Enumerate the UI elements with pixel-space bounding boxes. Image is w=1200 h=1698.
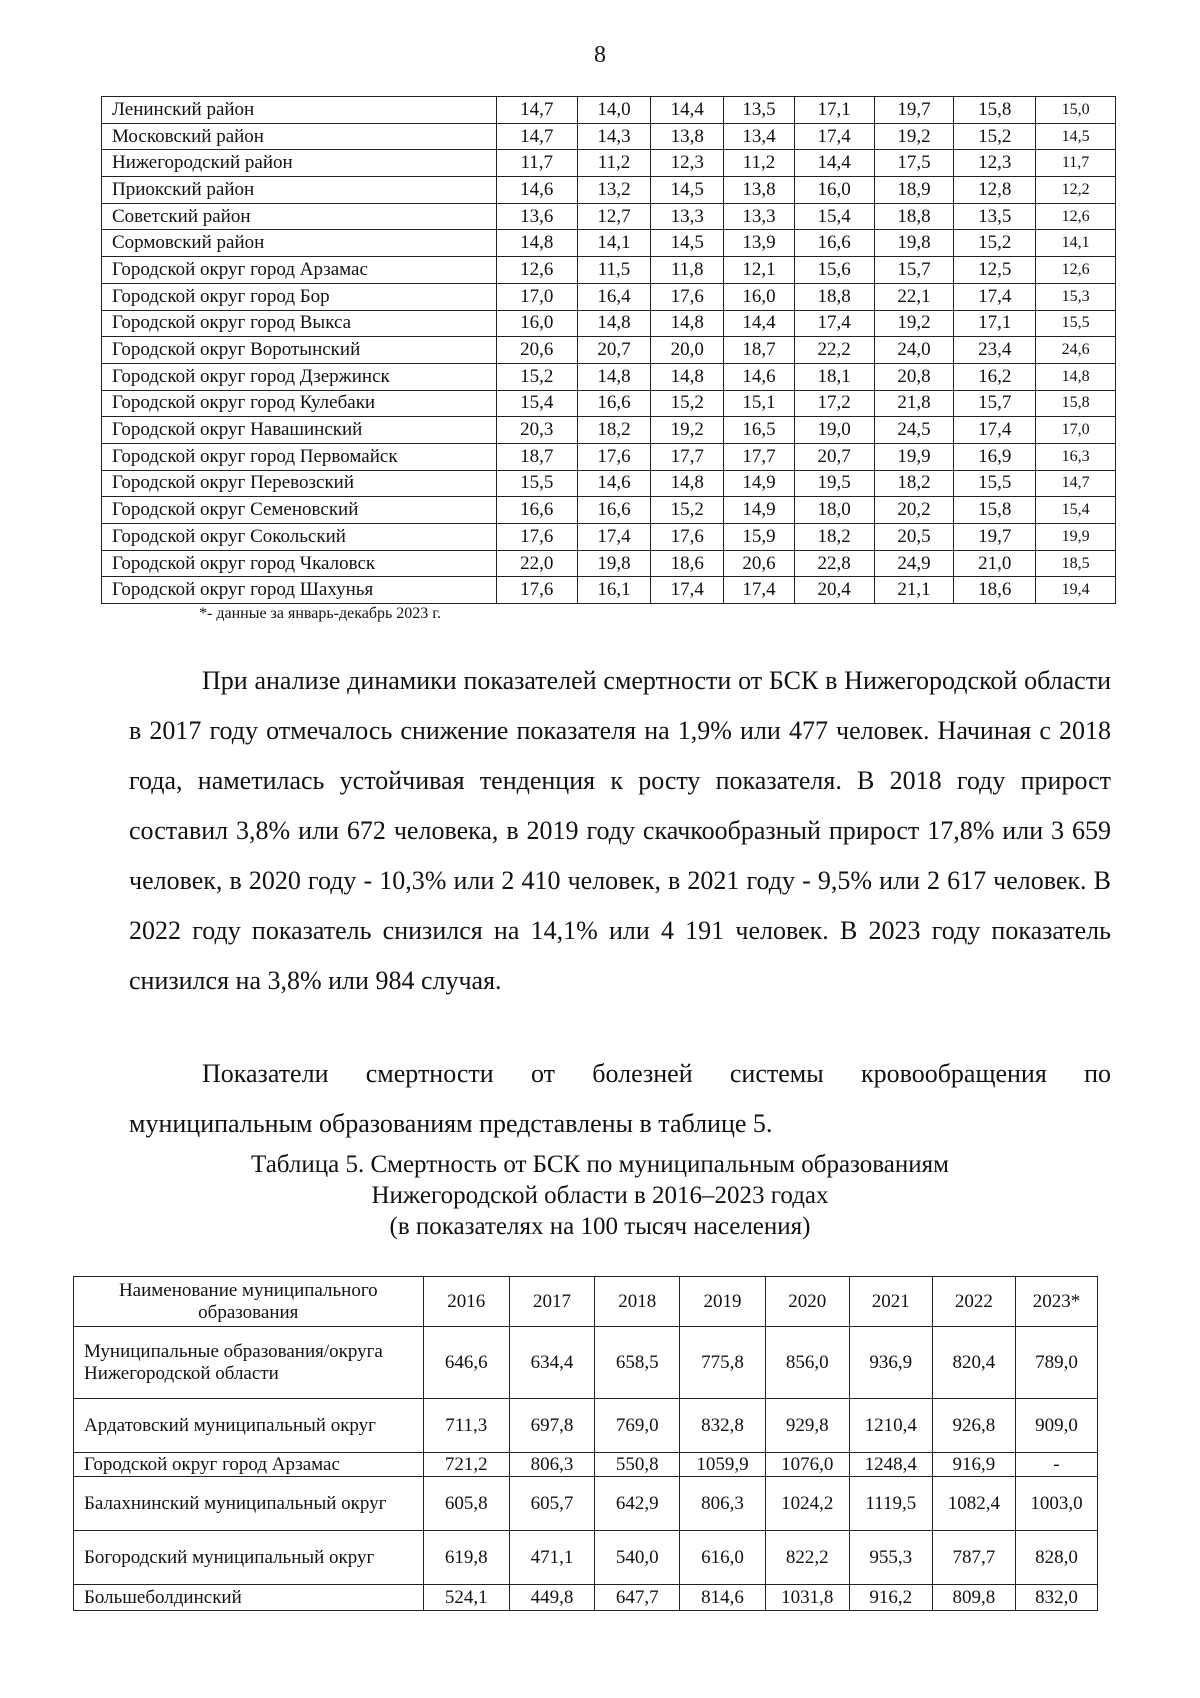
mortality-cell: 616,0 — [680, 1531, 765, 1585]
mortality-cell: 769,0 — [595, 1399, 680, 1453]
table-row — [102, 177, 1116, 204]
district-name: Городской округ город Чкаловск — [102, 550, 497, 577]
rate-cell: 14,4 — [724, 310, 795, 337]
rate-cell: 17,4 — [954, 417, 1036, 444]
rate-cell: 16,0 — [496, 310, 577, 337]
mortality-cell: 524,1 — [423, 1585, 509, 1611]
district-name: Городской округ город Кулебаки — [102, 390, 497, 417]
rate-cell: 15,2 — [496, 363, 577, 390]
rate-cell: 20,0 — [651, 337, 724, 364]
mortality-cell: 449,8 — [509, 1585, 594, 1611]
rate-cell: 24,5 — [874, 417, 954, 444]
rate-cell: 12,3 — [954, 150, 1036, 177]
rate-cell: 20,4 — [794, 577, 874, 604]
mortality-cell: 926,8 — [932, 1399, 1015, 1453]
rate-cell: 16,6 — [794, 230, 874, 257]
rate-cell: 24,9 — [874, 550, 954, 577]
rate-cell: 20,2 — [874, 497, 954, 524]
table-row — [102, 150, 1116, 177]
municipality-name: Богородский муниципальный округ — [74, 1531, 424, 1585]
rate-cell: 16,9 — [954, 443, 1036, 470]
table-row — [102, 470, 1116, 497]
rate-cell: 13,6 — [496, 203, 577, 230]
district-name: Нижегородский район — [102, 150, 497, 177]
mortality-cell: 1076,0 — [765, 1453, 849, 1477]
rate-cell: 20,8 — [874, 363, 954, 390]
table-row — [102, 577, 1116, 604]
rate-cell: 14,7 — [1036, 470, 1116, 497]
district-name: Советский район — [102, 203, 497, 230]
mortality-cell: 605,7 — [509, 1477, 594, 1531]
rate-cell: 14,1 — [1036, 230, 1116, 257]
rate-cell: 18,6 — [954, 577, 1036, 604]
rate-cell: 19,9 — [874, 443, 954, 470]
analysis-paragraph — [129, 656, 1111, 1006]
year-header: 2021 — [849, 1277, 932, 1327]
mortality-cell: 634,4 — [509, 1327, 594, 1399]
rate-cell: 16,0 — [794, 177, 874, 204]
rate-cell: 14,6 — [496, 177, 577, 204]
rate-cell: 19,5 — [794, 470, 874, 497]
rate-cell: 14,4 — [794, 150, 874, 177]
rate-cell: 19,2 — [874, 310, 954, 337]
rate-cell: 11,2 — [577, 150, 651, 177]
rate-cell: 15,5 — [1036, 310, 1116, 337]
rate-cell: 17,4 — [724, 577, 795, 604]
mortality-cell: 775,8 — [680, 1327, 765, 1399]
mortality-cell: 787,7 — [932, 1531, 1015, 1585]
rate-cell: 14,9 — [724, 497, 795, 524]
rate-cell: 24,6 — [1036, 337, 1116, 364]
municipality-name: Городской округ город Арзамас — [74, 1453, 424, 1477]
rate-cell: 13,8 — [724, 177, 795, 204]
table-footnote: *- данные за январь-декабрь 2023 г. — [199, 605, 442, 622]
table-row — [102, 363, 1116, 390]
table-row — [102, 417, 1116, 444]
table5-caption-line2: Нижегородской области в 2016–2023 годах — [371, 1182, 829, 1209]
rate-cell: 13,3 — [651, 203, 724, 230]
rate-cell: 13,2 — [577, 177, 651, 204]
district-rates-table — [101, 96, 1116, 604]
rate-cell: 14,4 — [651, 97, 724, 124]
year-header: 2022 — [932, 1277, 1015, 1327]
rate-cell: 16,3 — [1036, 443, 1116, 470]
rate-cell: 15,2 — [954, 123, 1036, 150]
rate-cell: 17,7 — [651, 443, 724, 470]
rate-cell: 17,1 — [794, 97, 874, 124]
table-row — [102, 97, 1116, 124]
rate-cell: 17,7 — [724, 443, 795, 470]
rate-cell: 19,9 — [1036, 524, 1116, 551]
rate-cell: 18,6 — [651, 550, 724, 577]
rate-cell: 20,6 — [724, 550, 795, 577]
year-header: 2017 — [509, 1277, 594, 1327]
rate-cell: 18,2 — [577, 417, 651, 444]
table-row — [74, 1327, 1098, 1399]
rate-cell: 17,6 — [651, 524, 724, 551]
table-row — [74, 1477, 1098, 1531]
district-name: Городской округ Перевозский — [102, 470, 497, 497]
rate-cell: 13,3 — [724, 203, 795, 230]
rate-cell: 17,5 — [874, 150, 954, 177]
rate-cell: 14,7 — [496, 123, 577, 150]
mortality-cell: 806,3 — [509, 1453, 594, 1477]
table-row — [74, 1531, 1098, 1585]
mortality-cell: 550,8 — [595, 1453, 680, 1477]
mortality-cell: 1119,5 — [849, 1477, 932, 1531]
mortality-cell: - — [1015, 1453, 1097, 1477]
rate-cell: 19,4 — [1036, 577, 1116, 604]
municipality-name: Балахнинский муниципальный округ — [74, 1477, 424, 1531]
year-header: 2023* — [1015, 1277, 1097, 1327]
rate-cell: 12,6 — [1036, 203, 1116, 230]
table5-mortality — [73, 1276, 1098, 1611]
district-name: Приокский район — [102, 177, 497, 204]
district-name: Сормовский район — [102, 230, 497, 257]
rate-cell: 14,3 — [577, 123, 651, 150]
rate-cell: 19,7 — [954, 524, 1036, 551]
rate-cell: 18,8 — [794, 283, 874, 310]
rate-cell: 11,7 — [1036, 150, 1116, 177]
rate-cell: 11,8 — [651, 257, 724, 284]
rate-cell: 17,6 — [651, 283, 724, 310]
rate-cell: 14,5 — [651, 230, 724, 257]
mortality-cell: 540,0 — [595, 1531, 680, 1585]
rate-cell: 22,2 — [794, 337, 874, 364]
rate-cell: 16,6 — [577, 390, 651, 417]
municipality-name: Муниципальные образования/округа Нижегородской области — [74, 1327, 424, 1399]
mortality-cell: 1082,4 — [932, 1477, 1015, 1531]
rate-cell: 12,2 — [1036, 177, 1116, 204]
table5-caption-line1: Таблица 5. Смертность от БСК по муниципальным образованиям — [251, 1151, 949, 1178]
rate-cell: 13,9 — [724, 230, 795, 257]
year-header: 2020 — [765, 1277, 849, 1327]
rate-cell: 19,2 — [874, 123, 954, 150]
rate-cell: 15,7 — [874, 257, 954, 284]
rate-cell: 20,7 — [794, 443, 874, 470]
mortality-cell: 916,9 — [932, 1453, 1015, 1477]
mortality-cell: 1059,9 — [680, 1453, 765, 1477]
district-name: Московский район — [102, 123, 497, 150]
district-name: Городской округ Семеновский — [102, 497, 497, 524]
year-header: 2018 — [595, 1277, 680, 1327]
rate-cell: 15,8 — [1036, 390, 1116, 417]
rate-cell: 17,4 — [954, 283, 1036, 310]
rate-cell: 15,5 — [496, 470, 577, 497]
mortality-cell: 856,0 — [765, 1327, 849, 1399]
mortality-cell: 929,8 — [765, 1399, 849, 1453]
rate-cell: 18,5 — [1036, 550, 1116, 577]
rate-cell: 17,6 — [577, 443, 651, 470]
rate-cell: 18,8 — [874, 203, 954, 230]
rate-cell: 17,0 — [496, 283, 577, 310]
rate-cell: 21,0 — [954, 550, 1036, 577]
rate-cell: 11,7 — [496, 150, 577, 177]
rate-cell: 16,4 — [577, 283, 651, 310]
rate-cell: 14,5 — [651, 177, 724, 204]
district-name: Городской округ Навашинский — [102, 417, 497, 444]
rate-cell: 24,0 — [874, 337, 954, 364]
rate-cell: 12,3 — [651, 150, 724, 177]
mortality-cell: 809,8 — [932, 1585, 1015, 1611]
district-name: Городской округ город Бор — [102, 283, 497, 310]
rate-cell: 17,6 — [496, 577, 577, 604]
table-row — [102, 283, 1116, 310]
rate-cell: 22,1 — [874, 283, 954, 310]
mortality-cell: 822,2 — [765, 1531, 849, 1585]
mortality-cell: 1210,4 — [849, 1399, 932, 1453]
rate-cell: 22,8 — [794, 550, 874, 577]
rate-cell: 15,3 — [1036, 283, 1116, 310]
rate-cell: 21,8 — [874, 390, 954, 417]
municipality-name: Большеболдинский — [74, 1585, 424, 1611]
rate-cell: 21,1 — [874, 577, 954, 604]
rate-cell: 14,5 — [1036, 123, 1116, 150]
rate-cell: 23,4 — [954, 337, 1036, 364]
rate-cell: 18,7 — [724, 337, 795, 364]
table-row — [102, 230, 1116, 257]
mortality-cell: 711,3 — [423, 1399, 509, 1453]
rate-cell: 15,4 — [794, 203, 874, 230]
rate-cell: 19,8 — [874, 230, 954, 257]
mortality-cell: 646,6 — [423, 1327, 509, 1399]
rate-cell: 14,8 — [577, 310, 651, 337]
rate-cell: 14,8 — [496, 230, 577, 257]
year-header: 2019 — [680, 1277, 765, 1327]
mortality-cell: 909,0 — [1015, 1399, 1097, 1453]
rate-cell: 15,7 — [954, 390, 1036, 417]
rate-cell: 16,6 — [577, 497, 651, 524]
mortality-cell: 697,8 — [509, 1399, 594, 1453]
table-row — [102, 524, 1116, 551]
rate-cell: 20,5 — [874, 524, 954, 551]
table5-header-name: Наименование муниципального образования — [74, 1277, 424, 1327]
rate-cell: 15,6 — [794, 257, 874, 284]
district-name: Городской округ город Выкса — [102, 310, 497, 337]
mortality-cell: 721,2 — [423, 1453, 509, 1477]
rate-cell: 17,2 — [794, 390, 874, 417]
rate-cell: 19,7 — [874, 97, 954, 124]
rate-cell: 13,8 — [651, 123, 724, 150]
rate-cell: 15,2 — [954, 230, 1036, 257]
table5-caption-line3: (в показателях на 100 тысяч населения) — [389, 1213, 811, 1240]
table-row — [102, 443, 1116, 470]
page-number: 8 — [594, 42, 606, 68]
rate-cell: 14,6 — [724, 363, 795, 390]
rate-cell: 15,9 — [724, 524, 795, 551]
district-name: Городской округ Воротынский — [102, 337, 497, 364]
rate-cell: 19,2 — [651, 417, 724, 444]
rate-cell: 14,6 — [577, 470, 651, 497]
rate-cell: 18,1 — [794, 363, 874, 390]
rate-cell: 14,7 — [496, 97, 577, 124]
table-row — [74, 1399, 1098, 1453]
rate-cell: 13,5 — [954, 203, 1036, 230]
mortality-cell: 619,8 — [423, 1531, 509, 1585]
rate-cell: 14,1 — [577, 230, 651, 257]
rate-cell: 12,7 — [577, 203, 651, 230]
rate-cell: 11,5 — [577, 257, 651, 284]
mortality-cell: 832,8 — [680, 1399, 765, 1453]
table-row — [102, 497, 1116, 524]
rate-cell: 15,5 — [954, 470, 1036, 497]
rate-cell: 19,8 — [577, 550, 651, 577]
rate-cell: 14,8 — [651, 363, 724, 390]
mortality-cell: 832,0 — [1015, 1585, 1097, 1611]
rate-cell: 13,4 — [724, 123, 795, 150]
rate-cell: 13,5 — [724, 97, 795, 124]
rate-cell: 18,2 — [874, 470, 954, 497]
mortality-cell: 1024,2 — [765, 1477, 849, 1531]
table-row — [102, 337, 1116, 364]
mortality-cell: 820,4 — [932, 1327, 1015, 1399]
table-intro-paragraph — [129, 1049, 1111, 1149]
rate-cell: 17,0 — [1036, 417, 1116, 444]
mortality-cell: 814,6 — [680, 1585, 765, 1611]
rate-cell: 14,0 — [577, 97, 651, 124]
rate-cell: 18,9 — [874, 177, 954, 204]
rate-cell: 16,5 — [724, 417, 795, 444]
rate-cell: 18,2 — [794, 524, 874, 551]
rate-cell: 14,8 — [651, 310, 724, 337]
rate-cell: 20,6 — [496, 337, 577, 364]
table-row — [74, 1585, 1098, 1611]
rate-cell: 16,6 — [496, 497, 577, 524]
table-row — [74, 1453, 1098, 1477]
district-name: Городской округ город Арзамас — [102, 257, 497, 284]
rate-cell: 15,2 — [651, 390, 724, 417]
rate-cell: 15,8 — [954, 97, 1036, 124]
rate-cell: 14,9 — [724, 470, 795, 497]
rate-cell: 15,2 — [651, 497, 724, 524]
table-row — [102, 203, 1116, 230]
district-name: Городской округ город Шахунья — [102, 577, 497, 604]
rate-cell: 14,8 — [1036, 363, 1116, 390]
analysis-paragraph-text: При анализе динамики показателей смертности от БСК в Нижегородской области в 2017 году отмечалось снижение показателя на 1,9% или 477 человек. Начиная с 2018 года, наметилась устойчивая тенденция к росту показателя. В 2018 году прирост составил 3,8% или 672 человека, в 2019 году скачкообразный прирост 17,8% или 3 659 человек, в 2020 году - 10,3% или 2 410 человек, в 2021 году - 9,5% или 2 617 человек. В 2022 году показатель снизился на 14,1% или 4 191 человек. В 2023 году показатель снизился на 3,8% или 984 случая. — [129, 666, 1111, 995]
rate-cell: 17,4 — [577, 524, 651, 551]
rate-cell: 15,4 — [496, 390, 577, 417]
municipality-name: Ардатовский муниципальный округ — [74, 1399, 424, 1453]
mortality-cell: 936,9 — [849, 1327, 932, 1399]
rate-cell: 20,3 — [496, 417, 577, 444]
mortality-cell: 647,7 — [595, 1585, 680, 1611]
table-row — [102, 310, 1116, 337]
rate-cell: 12,1 — [724, 257, 795, 284]
rate-cell: 18,7 — [496, 443, 577, 470]
table-intro-paragraph-text: Показатели смертности от болезней системы кровообращения по муниципальным образованиям представлены в таблице 5. — [129, 1059, 1111, 1138]
rate-cell: 14,8 — [651, 470, 724, 497]
rate-cell: 12,5 — [954, 257, 1036, 284]
rate-cell: 16,0 — [724, 283, 795, 310]
rate-cell: 17,4 — [651, 577, 724, 604]
rate-cell: 14,8 — [577, 363, 651, 390]
mortality-cell: 955,3 — [849, 1531, 932, 1585]
rate-cell: 17,1 — [954, 310, 1036, 337]
rate-cell: 17,6 — [496, 524, 577, 551]
rate-cell: 15,8 — [954, 497, 1036, 524]
mortality-cell: 1031,8 — [765, 1585, 849, 1611]
mortality-cell: 789,0 — [1015, 1327, 1097, 1399]
mortality-cell: 658,5 — [595, 1327, 680, 1399]
year-header: 2016 — [423, 1277, 509, 1327]
rate-cell: 15,0 — [1036, 97, 1116, 124]
district-name: Ленинский район — [102, 97, 497, 124]
table-row — [102, 123, 1116, 150]
rate-cell: 12,6 — [1036, 257, 1116, 284]
rate-cell: 22,0 — [496, 550, 577, 577]
rate-cell: 17,4 — [794, 123, 874, 150]
rate-cell: 16,2 — [954, 363, 1036, 390]
table-row — [102, 257, 1116, 284]
rate-cell: 17,4 — [794, 310, 874, 337]
table-row — [102, 390, 1116, 417]
rate-cell: 11,2 — [724, 150, 795, 177]
district-name: Городской округ Сокольский — [102, 524, 497, 551]
rate-cell: 15,1 — [724, 390, 795, 417]
rate-cell: 15,4 — [1036, 497, 1116, 524]
mortality-cell: 605,8 — [423, 1477, 509, 1531]
mortality-cell: 1003,0 — [1015, 1477, 1097, 1531]
mortality-cell: 1248,4 — [849, 1453, 932, 1477]
rate-cell: 16,1 — [577, 577, 651, 604]
rate-cell: 19,0 — [794, 417, 874, 444]
district-name: Городской округ город Первомайск — [102, 443, 497, 470]
table-row — [102, 550, 1116, 577]
mortality-cell: 806,3 — [680, 1477, 765, 1531]
mortality-cell: 471,1 — [509, 1531, 594, 1585]
mortality-cell: 828,0 — [1015, 1531, 1097, 1585]
rate-cell: 18,0 — [794, 497, 874, 524]
rate-cell: 12,6 — [496, 257, 577, 284]
mortality-cell: 916,2 — [849, 1585, 932, 1611]
mortality-cell: 642,9 — [595, 1477, 680, 1531]
rate-cell: 20,7 — [577, 337, 651, 364]
district-name: Городской округ город Дзержинск — [102, 363, 497, 390]
rate-cell: 12,8 — [954, 177, 1036, 204]
